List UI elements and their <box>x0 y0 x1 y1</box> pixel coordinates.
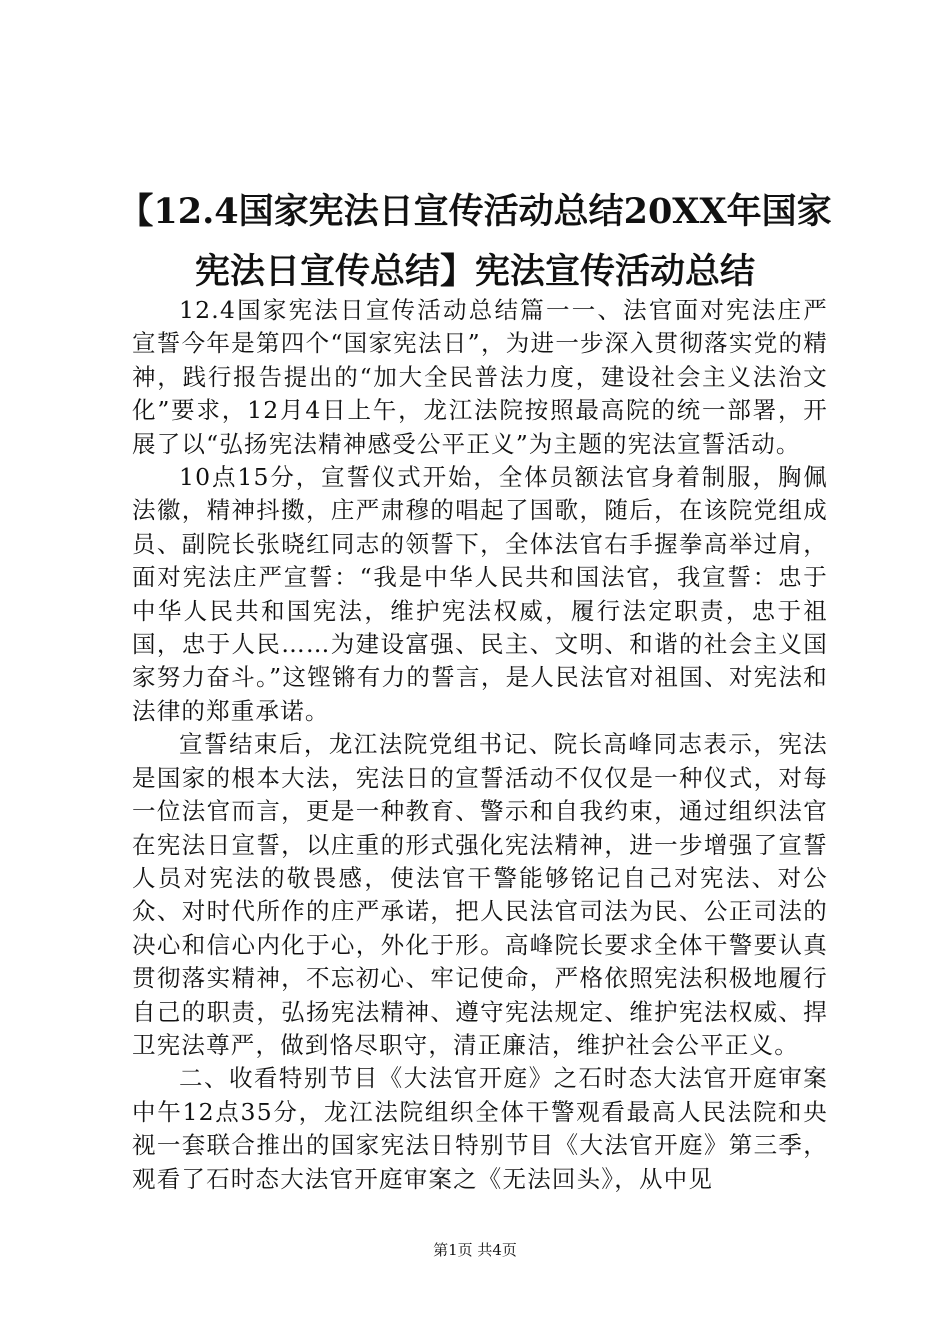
paragraph-1: 12.4国家宪法日宣传活动总结篇一一、法官面对宪法庄严宣誓今年是第四个“国家宪法日”，为进一步深入贯彻落实党的精神，践行报告提出的“加大全民普法力度，建设社会主义法治文化”要求，12月4日上午，龙江法院按照最高院的统一部署，开展了以“弘扬宪法精神感受公平正义”为主题的宪法宣誓活动。 <box>132 296 828 458</box>
page-number-footer: 第1页 共4页 <box>433 1241 517 1259</box>
document-body <box>132 294 828 1196</box>
paragraph-3: 宣誓结束后，龙江法院党组书记、院长高峰同志表示，宪法是国家的根本大法，宪法日的宣誓活动不仅仅是一种仪式，对每一位法官而言，更是一种教育、警示和自我约束，通过组织法官在宪法日宣誓，以庄重的形式强化宪法精神，进一步增强了宣誓人员对宪法的敬畏感，使法官干警能够铭记自己对宪法、对公众、对时代所作的庄严承诺，把人民法官司法为民、公正司法的决心和信心内化于心，外化于形。高峰院长要求全体干警要认真贯彻落实精神，不忘初心、牢记使命，严格依照宪法积极地履行自己的职责，弘扬宪法精神、遵守宪法规定、维护宪法权威、捍卫宪法尊严，做到恪尽职守，清正廉洁，维护社会公平正义。 <box>132 730 828 1059</box>
paragraph-4: 二、收看特别节目《大法官开庭》之石时态大法官开庭审案中午12点35分，龙江法院组织全体干警观看最高人民法院和央视一套联合推出的国家宪法日特别节目《大法官开庭》第三季，观看了石时态大法官开庭审案之《无法回头》，从中见 <box>132 1064 828 1193</box>
document-title: 【12.4国家宪法日宣传活动总结20XX年国家宪法日宣传总结】宪法宣传活动总结 <box>118 191 832 292</box>
paragraph-2: 10点15分，宣誓仪式开始，全体员额法官身着制服，胸佩法徽，精神抖擞，庄严肃穆的唱起了国歌，随后，在该院党组成员、副院长张晓红同志的领誓下，全体法官右手握拳高举过肩，面对宪法庄严宣誓：“我是中华人民共和国法官，我宣誓：忠于中华人民共和国宪法，维护宪法权威，履行法定职责，忠于祖国，忠于人民……为建设富强、民主、文明、和谐的社会主义国家努力奋斗。”这铿锵有力的誓言，是人民法官对祖国、对宪法和法律的郑重承诺。 <box>132 463 828 725</box>
